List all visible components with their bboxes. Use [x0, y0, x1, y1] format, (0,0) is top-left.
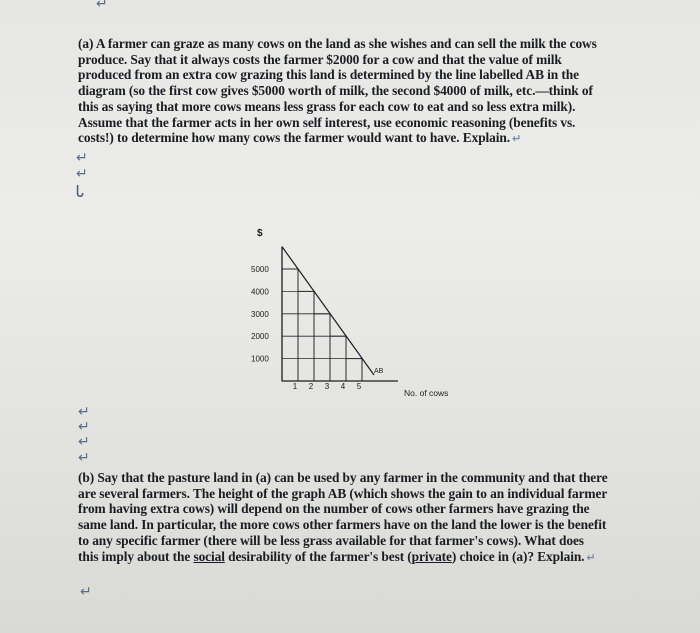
text-cursor-icon: Ꮣ: [76, 182, 85, 201]
x-tick-label: 4: [340, 382, 346, 391]
x-tick-label: 3: [324, 382, 330, 391]
question-a-line: produce. Say that it always costs the farmer $2000 for a cow and that the value of milk: [78, 51, 562, 67]
x-tick-label: 5: [356, 382, 362, 391]
question-a-line: produced from an extra cow grazing this land is determined by the line labelled AB in the: [78, 67, 579, 83]
question-b-line: to any specific farmer (there will be less grass available for that farmer's cows). What does: [78, 532, 584, 548]
value-bar: [346, 359, 362, 381]
paragraph-mark-icon: ↵: [76, 150, 88, 166]
y-tick-label: 4000: [251, 287, 269, 297]
y-tick-label: 3000: [251, 309, 269, 319]
value-bar: [314, 314, 330, 381]
x-axis-label: No. of cows: [404, 388, 449, 398]
paragraph-mark-icon: ↵: [586, 550, 596, 564]
paragraph-mark-icon: ↵: [78, 450, 90, 466]
paragraph-mark-icon: ↵: [511, 132, 522, 146]
paragraph-mark-icon: ↵: [80, 584, 92, 600]
y-tick-label: 1000: [251, 354, 269, 364]
question-a-line: this as saying that more cows means less grass for each cow to eat and so less extra milk).: [78, 98, 576, 114]
question-a-line: (a) A farmer can graze as many cows on the land as she wishes and can sell the milk the cows: [78, 36, 597, 51]
paragraph-mark-icon: ↵: [78, 434, 90, 450]
paragraph-mark-icon: ↵: [76, 166, 88, 182]
question-b-text: [78, 470, 650, 565]
question-a-line: diagram (so the first cow gives $5000 worth of milk, the second $4000 of milk, etc.—think of: [78, 83, 593, 99]
y-tick-label: 5000: [251, 265, 269, 274]
paragraph-mark-icon: ↵: [78, 419, 90, 435]
ab-line: [282, 247, 374, 375]
question-a-line-last: costs!) to determine how many cows the farmer would want to have. Explain. ↵: [78, 130, 522, 146]
y-axis-symbol: $: [257, 228, 263, 239]
question-b-line: (b) Say that the pasture land in (a) can be used by any farmer in the community and that there: [78, 470, 608, 485]
paragraph-mark-icon: ↵: [78, 404, 90, 420]
question-b-line: are several farmers. The height of the graph AB (which shows the gain to an individual farmer: [78, 485, 608, 501]
x-tick-label: 2: [308, 382, 314, 391]
question-b-line: from having extra cows) will depend on the number of cows other farmers have grazing the: [78, 501, 590, 517]
question-a-line: Assume that the farmer acts in her own self interest, use economic reasoning (benefits vs.: [78, 114, 576, 130]
question-b-line-last: this imply about the social desirability of the farmer's best (private) choice in (a)? Explain. ↵: [78, 548, 596, 564]
x-tick-label: 1: [292, 382, 298, 391]
value-bar: [282, 269, 298, 381]
line-label-ab: AB: [374, 368, 384, 375]
y-tick-label: 2000: [251, 332, 269, 342]
question-b-line: same land. In particular, the more cows other farmers have on the land the lower is the benefit: [78, 517, 607, 533]
paragraph-mark-icon: ↵: [96, 0, 108, 12]
